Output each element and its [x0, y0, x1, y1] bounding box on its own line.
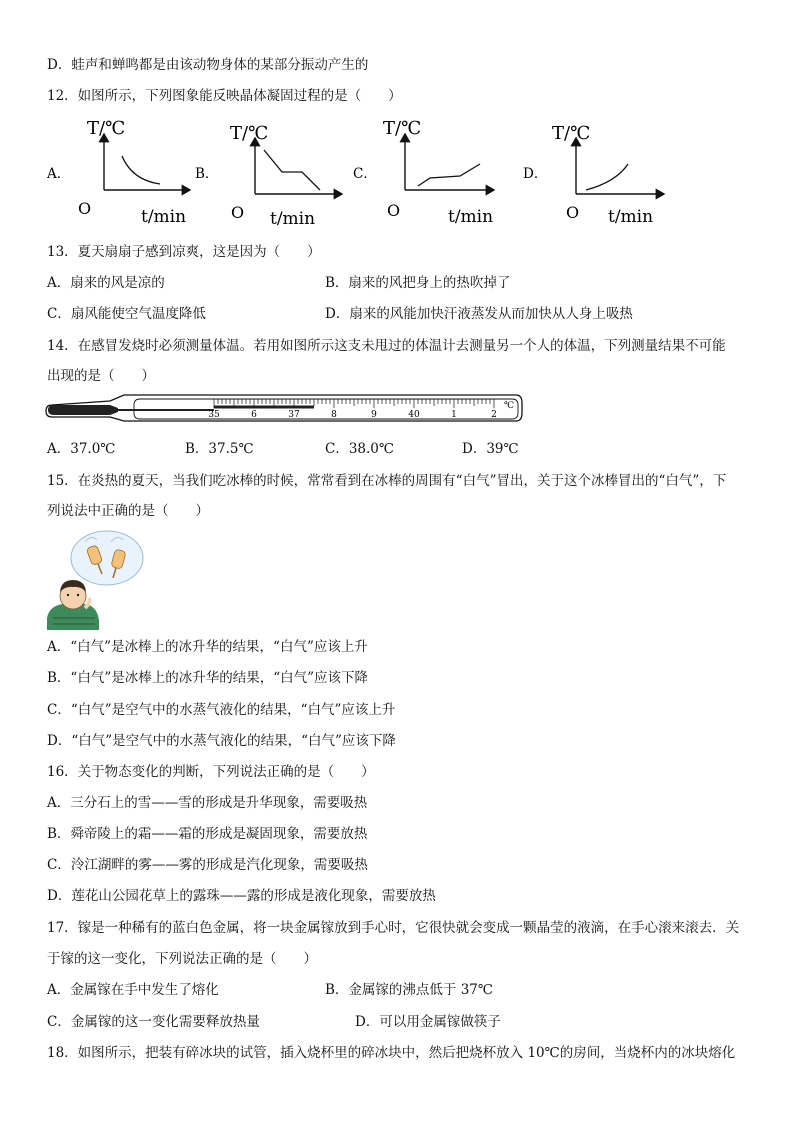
- graph-a-ylabel: T/℃: [87, 118, 126, 139]
- q13-option-a: A．扇来的风是凉的: [47, 275, 165, 291]
- q15-option-d: D．“白气”是空气中的水蒸气液化的结果，“白气”应该下降: [47, 733, 396, 749]
- q14-option-c: C．38.0℃: [325, 441, 394, 457]
- graph-c-origin: O: [387, 201, 401, 220]
- graph-a-origin: O: [78, 199, 92, 218]
- q15-option-c: C．“白气”是空气中的水蒸气液化的结果，“白气”应该上升: [47, 702, 396, 718]
- q17-option-a: A．金属镓在手中发生了熔化: [47, 982, 219, 998]
- graph-d-ylabel: T/℃: [552, 123, 591, 144]
- q17-stem-line2: 于镓的这一变化，下列说法正确的是（ ）: [47, 951, 317, 967]
- q13-option-b: B．扇来的风把身上的热吹掉了: [325, 275, 511, 291]
- graph-d-letter: D．: [523, 166, 548, 182]
- graph-c-letter: C．: [353, 166, 377, 182]
- q16-option-d: D．莲花山公园花草上的露珠——露的形成是液化现象，需要放热: [47, 888, 436, 904]
- q15-stem-line2: 列说法中正确的是（ ）: [47, 503, 209, 519]
- thermometer-tick-label: 35: [208, 410, 220, 420]
- q14-option-d: D．39℃: [462, 441, 519, 457]
- thermometer-tick-label: 2: [491, 410, 497, 420]
- graph-d-curve: [586, 164, 628, 190]
- q16-stem: 16．关于物态变化的判断，下列说法正确的是（ ）: [47, 764, 375, 780]
- q11-option-d: D．蛙声和蝉鸣都是由该动物身体的某部分振动产生的: [47, 57, 369, 73]
- graph-a-curve: [122, 156, 160, 184]
- q17-stem-line1: 17．镓是一种稀有的蓝白色金属，将一块金属镓放到手心时，它很快就会变成一颗晶莹的液滴，在手心滚来滚去．关: [47, 920, 740, 936]
- graph-b-origin: O: [231, 203, 245, 222]
- thermometer-bulb: [48, 405, 118, 415]
- graph-b-ylabel: T/℃: [230, 123, 269, 144]
- graph-a-xlabel: t/min: [141, 207, 187, 227]
- thermometer-tick-label: 40: [408, 410, 420, 420]
- thermometer-tick-label: 37: [288, 410, 300, 420]
- q16-option-a: A．三分石上的雪——雪的形成是升华现象，需要吸热: [47, 795, 368, 811]
- q13-option-c: C．扇风能使空气温度降低: [47, 306, 206, 322]
- graph-c-ylabel: T/℃: [383, 118, 422, 139]
- graph-c: [353, 118, 494, 227]
- thermometer-tick-label: 9: [371, 410, 377, 420]
- graph-c-curve: [418, 164, 480, 186]
- thermometer-tick-label: 6: [251, 410, 257, 420]
- graph-c-xlabel: t/min: [448, 207, 494, 227]
- q17-option-c: C．金属镓的这一变化需要释放热量: [47, 1014, 260, 1030]
- graph-d: [523, 123, 664, 227]
- q12-graphs: [0, 112, 794, 232]
- q16-option-c: C．泠江湖畔的雾——雾的形成是汽化现象，需要吸热: [47, 857, 368, 873]
- graph-a: [46, 118, 190, 227]
- q13-option-d: D．扇来的风能加快汗液蒸发从而加快从人身上吸热: [325, 306, 633, 322]
- q13-stem: 13．夏天扇扇子感到凉爽，这是因为（ ）: [47, 244, 321, 260]
- q18-stem-line1: 18．如图所示，把装有碎冰块的试管，插入烧杯里的碎冰块中，然后把烧杯放入 10℃的房间，当烧杯内的冰块熔化: [47, 1045, 736, 1061]
- graph-b-xlabel: t/min: [270, 209, 316, 229]
- thermometer-tick-label: 8: [331, 410, 337, 420]
- thermometer-figure: [0, 393, 794, 433]
- graph-a-letter: A．: [47, 166, 71, 182]
- q14-option-a: A．37.0℃: [47, 441, 116, 457]
- q16-option-b: B．舜帝陵上的霜——霜的形成是凝固现象，需要放热: [47, 826, 368, 842]
- q15-stem-line1: 15．在炎热的夏天，当我们吃冰棒的时候，常常看到在冰棒的周围有“白气”冒出，关于这个冰棒冒出的“白气”，下: [47, 473, 727, 489]
- q14-option-b: B．37.5℃: [185, 441, 254, 457]
- q14-stem-line1: 14．在感冒发烧时必须测量体温。若用如图所示这支未甩过的体温计去测量另一个人的体温，下列测量结果不可能: [47, 338, 726, 354]
- graph-b-curve: [264, 150, 320, 190]
- q17-option-b: B．金属镓的沸点低于 37℃: [325, 982, 493, 998]
- q15-option-b: B．“白气”是冰棒上的冰升华的结果，“白气”应该下降: [47, 670, 369, 686]
- boy-eating-popsicle-illustration: [45, 528, 147, 630]
- q15-option-a: A．“白气”是冰棒上的冰升华的结果，“白气”应该上升: [47, 639, 368, 655]
- graph-d-xlabel: t/min: [608, 207, 654, 227]
- graph-b-letter: B．: [195, 166, 219, 182]
- q17-option-d: D．可以用金属镓做筷子: [355, 1014, 501, 1030]
- graph-d-origin: O: [566, 203, 580, 222]
- q14-stem-line2: 出现的是（ ）: [47, 368, 155, 384]
- thermometer-unit: ℃: [504, 401, 515, 411]
- thermometer-tick-label: 1: [451, 410, 457, 420]
- graph-b: [195, 123, 342, 229]
- q12-stem: 12．如图所示，下列图象能反映晶体凝固过程的是（ ）: [47, 88, 402, 104]
